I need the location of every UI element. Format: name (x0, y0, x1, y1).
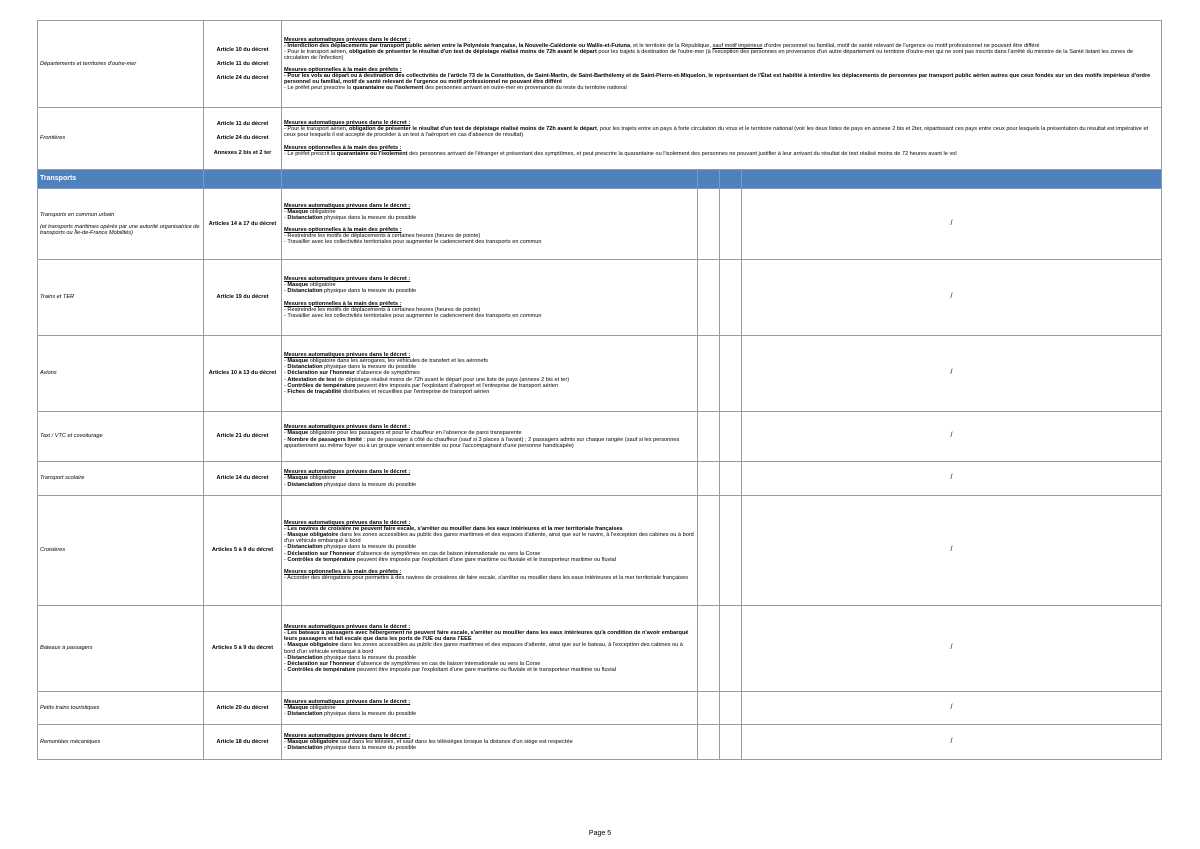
empty-cell (698, 462, 720, 496)
empty-cell (720, 606, 742, 692)
measure-line: - Pour le transport aérien, obligation de présenter le résultat d'un test de dépistage réalisé moins de 72h avant le départ pour les trajets à destination de l'outre-mer (à l'exception des personnes en provenance d'un autre département ou territoire d'outre-mer qui ne sont pas inscrits dans l'arrêté du ministre de la Santé listant les zones de circulation de l'infection) (284, 48, 1133, 61)
status-mark: / (742, 725, 1162, 760)
measures-heading: Mesures optionnelles à la main des préfets : (284, 144, 402, 151)
article-refs: Article 19 du décret (204, 260, 282, 336)
table-row (38, 725, 1162, 760)
article-refs: Articles 10 à 13 du décret (204, 336, 282, 412)
empty-cell (720, 725, 742, 760)
measures-heading: Mesures automatiques prévues dans le décret : (284, 202, 411, 209)
table-row (38, 462, 1162, 496)
measure-line: - Masque obligatoire pour les passagers et pour le chauffeur en l'absence de paroi transparente (284, 430, 522, 437)
measure-line: - Les bateaux à passagers avec hébergement ne peuvent faire escale, s'arrêter ou mouiller dans les eaux intérieures qu'à condition de n'avoir embarqué leurs passagers et fait escale que dans les ports de l'UE ou dans l'EEE (284, 630, 689, 643)
empty-cell (720, 336, 742, 412)
table-row (38, 189, 1162, 260)
table-row (38, 260, 1162, 336)
measures-heading: Mesures automatiques prévues dans le décret : (284, 698, 411, 705)
measures-cell (282, 462, 698, 496)
measure-line: - Restreindre les motifs de déplacements à certaines heures (heures de pointe) (284, 233, 481, 240)
article-refs: Article 11 du décret Article 24 du décret Annexes 2 bis et 2 ter (204, 108, 282, 170)
measure-line: - Distanciation physique dans la mesure du possible (284, 544, 417, 551)
measure-line: - Interdiction des déplacements par transport public aérien entre la Polynésie française, la Nouvelle-Calédonie ou Wallis-et-Futuna, et le territoire de la République, sauf motif impérieux d'ordre personnel ou familial, motif de santé relevant de l'urgence ou motif professionnel ne pouvant être différé (284, 42, 1040, 49)
measure-line: - Nombre de passagers limité : pas de passager à côté du chauffeur (sauf si 3 places à l'avant) ; 2 passagers admis sur chaque rangée (sauf si les personnes appartiennent au même foyer ou à un groupe venant ensemble ou pour l'accompagnant d'une personne handicapée) (284, 436, 680, 449)
measure-line: - Distanciation physique dans la mesure du possible (284, 364, 417, 371)
measures-cell (282, 725, 698, 760)
article-refs: Articles 14 à 17 du décret (204, 189, 282, 260)
measures-cell (282, 336, 698, 412)
measure-line: - Masque obligatoire (284, 208, 336, 215)
measure-line: - Travailler avec les collectivités territoriales pour augmenter le cadencement des transports en commun (284, 239, 542, 246)
row-label: Croisières (38, 496, 204, 606)
empty-cell (698, 692, 720, 725)
page-footer: Page 5 (588, 830, 612, 837)
status-mark: / (742, 336, 1162, 412)
measures-heading: Mesures optionnelles à la main des préfets : (284, 67, 402, 73)
measures-cell (282, 21, 1162, 108)
measure-line: - Masque obligatoire (284, 704, 336, 711)
table-row (38, 21, 1162, 108)
status-mark: / (742, 496, 1162, 606)
measures-cell (282, 412, 698, 462)
article-refs: Article 14 du décret (204, 462, 282, 496)
measure-line: - Pour le transport aérien, obligation de présenter le résultat d'un test de dépistage réalisé moins de 72h avant le départ, pour les trajets entre un pays à forte circulation du virus et le territoire national (voir les deux listes de pays en annexe 2 bis et 2ter, répartissant ces pays entre ceux pour lesquels la présentation du résultat est impérative et ceux pour lesquels il est accepté de procéder à un test à l'aéroport en cas d'absence de résultat) (284, 126, 1149, 139)
status-mark: / (742, 692, 1162, 725)
table-row (38, 692, 1162, 725)
row-label: Taxi / VTC et covoiturage (38, 412, 204, 462)
measures-heading: Mesures automatiques prévues dans le décret : (284, 120, 411, 127)
measure-line: - Distanciation physique dans la mesure du possible (284, 711, 417, 718)
row-label: Avions (38, 336, 204, 412)
row-label-note: (et transports maritimes opérés par une autorité organisatrice de transports ou Île-de-France Mobilités) (40, 223, 200, 237)
measure-line: - Contrôles de température peuvent être imposés par l'exploitant d'une gare maritime ou fluviale et le transporteur maritime ou fluvial (284, 666, 617, 673)
measure-line: - Travailler avec les collectivités territoriales pour augmenter le cadencement des transports en commun (284, 312, 542, 319)
measures-cell (282, 108, 1162, 170)
measures-cell (282, 496, 698, 606)
status-mark: / (742, 462, 1162, 496)
table-row (38, 496, 1162, 606)
measure-line: - Déclaration sur l'honneur d'absence de symptômes en cas de liaison internationale ou vers la Corse (284, 660, 541, 667)
status-mark: / (742, 260, 1162, 336)
empty-cell (720, 412, 742, 462)
measure-line: - Masque obligatoire dans les aérogares, les véhicules de transfert et les aéronefs (284, 358, 488, 365)
row-label: Transports en commun urbain (et transports maritimes opérés par une autorité organisatrice de transports ou Île-de-France Mobilités) (38, 189, 204, 260)
measure-line: - Les navires de croisière ne peuvent faire escale, s'arrêter ou mouiller dans les eaux intérieures et la mer territoriale françaises (284, 526, 623, 533)
measure-line: - Attestation de test de dépistage réalisé moins de 72h avant le départ pour une liste de pays (annexe 2 bis et ter) (284, 376, 570, 383)
article-refs: Articles 5 à 9 du décret (204, 606, 282, 692)
section-title: Transports (38, 170, 204, 189)
table-row (38, 336, 1162, 412)
status-mark: / (742, 189, 1162, 260)
measure-line: - Distanciation physique dans la mesure du possible (284, 654, 417, 661)
article-refs: Article 18 du décret (204, 725, 282, 760)
measure-line: - Contrôles de température peuvent être imposés par l'exploitant d'aéroport et l'entreprise de transport aérien (284, 382, 559, 389)
measure-line: - Masque obligatoire dans les zones accessibles au public des gares maritimes et des espaces d'attente, ainsi que sur le bateau, à l'exception des cabines ou à bord d'un véhicule embarqué à bord (284, 642, 683, 655)
measure-line: - Pour les vols au départ ou à destination des collectivités de l'article 73 de la Constitution, de Saint-Martin, de Saint-Barthélemy et de Saint-Pierre-et-Miquelon, le représentant de l'État est habilité à interdire les déplacements de personnes par transport public aérien autres que ceux fondés sur un des motifs impérieux d'ordre personnel ou familial, motif de santé relevant de l'urgence ou motif professionnel ne pouvant être différé (284, 73, 1151, 86)
measure-line: - Déclaration sur l'honneur d'absence de symptômes (284, 370, 420, 377)
measures-cell (282, 692, 698, 725)
table-row (38, 108, 1162, 170)
table-row (38, 412, 1162, 462)
article-refs: Article 21 du décret (204, 412, 282, 462)
measures-heading: Mesures optionnelles à la main des préfets : (284, 227, 402, 233)
empty-cell (698, 260, 720, 336)
empty-cell (698, 412, 720, 462)
measures-cell (282, 606, 698, 692)
empty-cell (698, 189, 720, 260)
measure-line: - Déclaration sur l'honneur d'absence de symptômes en cas de liaison internationale ou vers la Corse (284, 550, 541, 557)
measure-line: - Masque obligatoire sauf dans les télésiès, et sauf dans les télésièges lorsque la distance d'un siège est respectée (284, 738, 573, 745)
row-label: Bateaux à passagers (38, 606, 204, 692)
measure-line: - Distanciation physique dans la mesure du possible (284, 481, 417, 488)
row-label: Transport scolaire (38, 462, 204, 496)
empty-cell (698, 496, 720, 606)
row-label: Remontées mécaniques (38, 725, 204, 760)
measures-heading: Mesures automatiques prévues dans le décret : (284, 276, 411, 283)
status-mark: / (742, 606, 1162, 692)
row-label: Départements et territoires d'outre-mer (38, 21, 204, 108)
measures-cell (282, 260, 698, 336)
measures-heading: Mesures optionnelles à la main des préfets : (284, 568, 402, 575)
empty-cell (720, 692, 742, 725)
measures-cell (282, 189, 698, 260)
empty-cell (698, 336, 720, 412)
measure-line: - Restreindre les motifs de déplacements à certaines heures (heures de pointe) (284, 306, 481, 313)
measure-line: - Masque obligatoire (284, 282, 336, 289)
measures-heading: Mesures automatiques prévues dans le décret : (284, 352, 411, 359)
measures-heading: Mesures automatiques prévues dans le décret : (284, 36, 411, 43)
empty-cell (698, 725, 720, 760)
article-refs: Article 10 du décret Article 11 du décret Article 24 du décret (204, 21, 282, 108)
measures-heading: Mesures automatiques prévues dans le décret : (284, 520, 411, 527)
measure-line: - Distanciation physique dans la mesure du possible (284, 214, 417, 221)
measure-line: - Le préfet prescrit la quarantaine ou l'isolement des personnes arrivant de l'étranger et présentant des symptômes, et peut prescrire la quarantaine ou l'isolement des personnes ne pouvant justifier à leur arrivant du résultat de test réalisé moins de 72 heures avant le vol (284, 150, 957, 157)
article-refs: Articles 5 à 9 du décret (204, 496, 282, 606)
measure-line: - Masque obligatoire (284, 475, 336, 482)
measures-heading: Mesures automatiques prévues dans le décret : (284, 424, 411, 431)
measure-line: - Distanciation physique dans la mesure du possible (284, 745, 417, 752)
measure-line: - Masque obligatoire dans les zones accessibles au public des gares maritimes et des espaces d'attente, ainsi que sur le navire, à l'exception des cabines ou à bord d'un véhicule embarqué à bord (284, 532, 694, 545)
table-row (38, 606, 1162, 692)
empty-cell (720, 496, 742, 606)
measures-heading: Mesures automatiques prévues dans le décret : (284, 624, 411, 631)
measure-line: - Distanciation physique dans la mesure du possible (284, 288, 417, 295)
measures-heading: Mesures automatiques prévues dans le décret : (284, 732, 411, 739)
measures-table (37, 20, 1162, 760)
measure-line: - Contrôles de température peuvent être imposés par l'exploitant d'une gare maritime ou fluviale et le transporteur maritime ou fluvial (284, 556, 617, 563)
empty-cell (720, 260, 742, 336)
empty-cell (720, 189, 742, 260)
empty-cell (698, 606, 720, 692)
row-label: Trains et TER (38, 260, 204, 336)
measure-line: - Le préfet peut prescrire la quarantaine ou l'isolement des personnes arrivant en outre-mer en provenance du reste du territoire national (284, 85, 627, 92)
article-refs: Article 20 du décret (204, 692, 282, 725)
status-mark: / (742, 412, 1162, 462)
empty-cell (720, 462, 742, 496)
row-label: Petits trains touristiques (38, 692, 204, 725)
measure-line: - Accorder des dérogations pour permettre à des navires de croisières de faire escale, s'arrêter ou mouiller dans les eaux intérieures et la mer territoriale françaises (284, 574, 689, 581)
row-label: Frontières (38, 108, 204, 170)
measures-heading: Mesures automatiques prévues dans le décret : (284, 469, 411, 476)
measure-line: - Fiches de traçabilité distribuées et recueillies par l'entreprise de transport aérien (284, 388, 490, 395)
section-header (38, 170, 1162, 189)
measures-table-page (37, 20, 1161, 760)
measures-heading: Mesures optionnelles à la main des préfets : (284, 300, 402, 307)
